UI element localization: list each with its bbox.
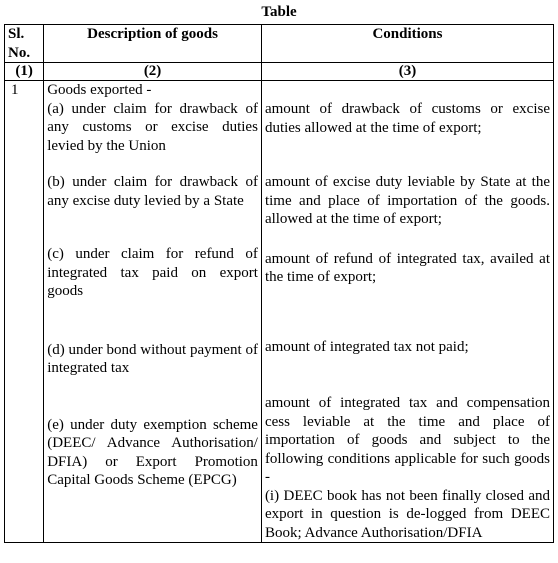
col-number-3: (3): [261, 63, 553, 81]
description-intro: Goods exported -: [47, 82, 152, 98]
column-number-row: [5, 63, 554, 81]
table-row: [5, 81, 554, 543]
description-item-a: (a) under claim for drawback of any customs or excise duties levied by the Union: [47, 100, 258, 154]
description-item-c: (c) under claim for refund of integrated tax paid on export goods: [47, 246, 258, 299]
condition-item-a: amount of drawback of customs or excise duties allowed at the time of export;: [264, 101, 550, 136]
goods-conditions-table: [4, 24, 554, 543]
description-item-e: (e) under duty exemption scheme (DEEC/ Advance Authorisation/ DFIA) or Export Promotion Capital Goods Scheme (EPCG): [47, 416, 258, 488]
table-title: Table: [261, 4, 297, 20]
description-item-b: (b) under claim for drawback of any excise duty levied by a State: [47, 174, 258, 209]
description-item-d: (d) under bond without payment of integrated tax: [47, 341, 258, 376]
condition-item-b: amount of excise duty leviable by State at the time and place of importation of the goods. allowed at the time of export;: [264, 174, 550, 227]
header-sl-no: Sl. No.: [5, 25, 44, 63]
col-number-2: (2): [44, 63, 262, 81]
col-number-1: (1): [5, 63, 44, 81]
row-description-cell: [44, 81, 262, 543]
header-description: Description of goods: [44, 25, 262, 63]
header-row: [5, 25, 554, 63]
row-conditions-cell: [261, 81, 553, 543]
condition-item-e: amount of integrated tax and compensation cess leviable at the time and place of importation of goods and subject to the following conditions applicable for such goods -: [264, 395, 550, 485]
condition-item-c: amount of refund of integrated tax, availed at the time of export;: [264, 250, 550, 285]
condition-item-e-sub: (i) DEEC book has not been finally closed and export in question is de-logged from DEEC Book; Advance Authorisation/DFIA: [264, 487, 550, 541]
header-conditions: Conditions: [261, 25, 553, 63]
condition-item-d: amount of integrated tax not paid;: [264, 338, 469, 355]
row-sl-number: 1: [5, 81, 44, 543]
